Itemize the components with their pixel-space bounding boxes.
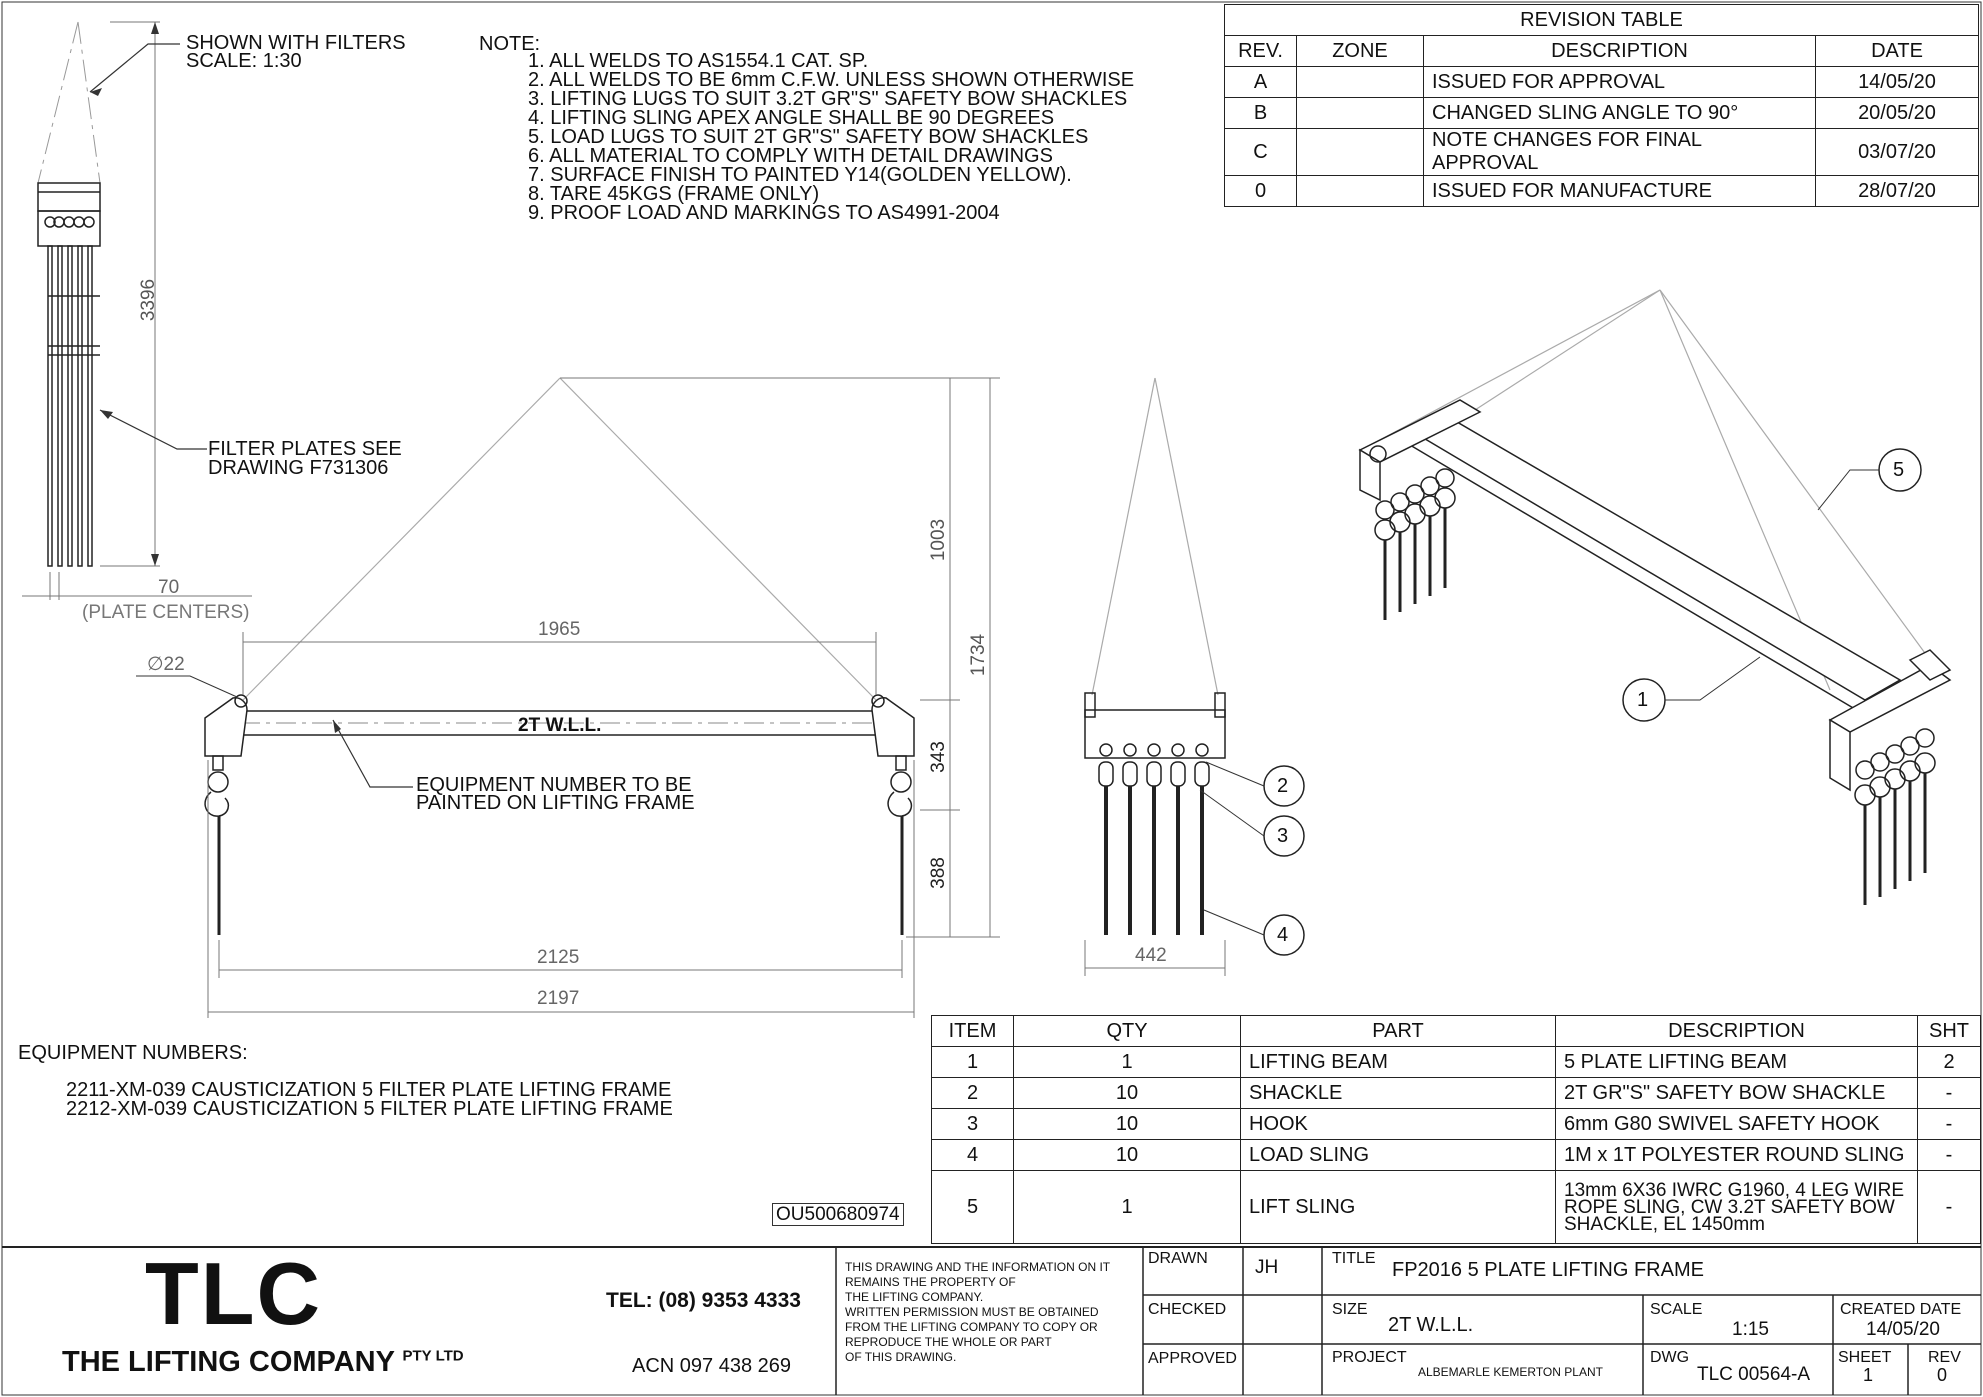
reference-number-box: OU500680974: [772, 1203, 904, 1226]
table-row: [1225, 67, 1979, 98]
table-row: [1225, 98, 1979, 129]
date-cell: 03/07/20: [1816, 129, 1979, 176]
notes-heading: NOTE:: [479, 33, 541, 55]
col-header: DESCRIPTION: [1556, 1016, 1918, 1047]
bom-header: [932, 1016, 1981, 1047]
equipment-list: [66, 1081, 673, 1119]
qty-cell: 1: [1014, 1171, 1241, 1244]
sheet-label: SHEET: [1838, 1349, 1892, 1366]
disclaimer-line: REPRODUCE THE WHOLE OR PART: [845, 1335, 1052, 1349]
dim-388: 388: [928, 857, 949, 889]
balloon-4: 4: [1277, 924, 1289, 946]
approved-label: APPROVED: [1148, 1350, 1237, 1367]
balloon-3: 3: [1277, 825, 1289, 847]
project-label: PROJECT: [1332, 1349, 1407, 1366]
part-cell: SHACKLE: [1241, 1078, 1556, 1109]
sht-cell: 2: [1918, 1047, 1981, 1078]
equipment-line: 2211-XM-039 CAUSTICIZATION 5 FILTER PLATE LIFTING FRAME: [66, 1079, 672, 1101]
drawing-title: FP2016 5 PLATE LIFTING FRAME: [1392, 1259, 1704, 1281]
dim-1734: 1734: [968, 633, 989, 677]
col-header: DESCRIPTION: [1424, 36, 1816, 67]
table-row: [932, 1047, 1981, 1078]
note-item: 9. PROOF LOAD AND MARKINGS TO AS4991-2004: [528, 202, 1000, 224]
col-header: DATE: [1816, 36, 1979, 67]
dim-3396: 3396: [138, 278, 159, 322]
date-cell: 14/05/20: [1816, 67, 1979, 98]
callout-line2: PAINTED ON LIFTING FRAME: [416, 792, 695, 814]
filters-callout-line2: SCALE: 1:30: [186, 50, 302, 72]
dim-2125: 2125: [537, 947, 580, 968]
dim-343: 343: [928, 741, 949, 773]
zone-cell: [1297, 129, 1424, 176]
disclaimer-line: FROM THE LIFTING COMPANY TO COPY OR: [845, 1320, 1098, 1334]
table-row: [932, 1140, 1981, 1171]
disclaimer-line: WRITTEN PERMISSION MUST BE OBTAINED: [845, 1305, 1099, 1319]
dim-hole-dia: ∅22: [147, 654, 185, 675]
part-cell: LIFT SLING: [1241, 1171, 1556, 1244]
col-header: REV.: [1225, 36, 1297, 67]
note-item: 1. ALL WELDS TO AS1554.1 CAT. SP.: [528, 50, 869, 72]
sht-cell: -: [1918, 1078, 1981, 1109]
note-item: 3. LIFTING LUGS TO SUIT 3.2T GR"S" SAFETY BOW SHACKLES: [528, 88, 1128, 110]
sht-cell: -: [1918, 1140, 1981, 1171]
scale-label: SCALE: [1650, 1301, 1703, 1318]
qty-cell: 10: [1014, 1078, 1241, 1109]
item-cell: 1: [932, 1047, 1014, 1078]
balloon-2: 2: [1277, 775, 1289, 797]
checked-label: CHECKED: [1148, 1301, 1227, 1318]
equipment-heading: EQUIPMENT NUMBERS:: [18, 1042, 248, 1064]
left-view-geometry: [22, 22, 252, 600]
notes-list: [528, 52, 1134, 223]
table-row: [1225, 129, 1979, 176]
filters-callout: [186, 34, 406, 70]
size-label: SIZE: [1332, 1301, 1368, 1318]
zone-cell: [1297, 98, 1424, 129]
table-row: [932, 1109, 1981, 1140]
rev-cell: B: [1225, 98, 1297, 129]
rev-cell: C: [1225, 129, 1297, 176]
callout-line1: EQUIPMENT NUMBER TO BE: [416, 774, 692, 796]
note-item: 6. ALL MATERIAL TO COMPLY WITH DETAIL DRAWINGS: [528, 145, 1053, 167]
revision-table: [1224, 4, 1979, 207]
desc-cell: 6mm G80 SWIVEL SAFETY HOOK: [1556, 1109, 1918, 1140]
created-date-value: 14/05/20: [1866, 1319, 1940, 1340]
dim-70-note: (PLATE CENTERS): [82, 602, 250, 623]
drawn-label: DRAWN: [1148, 1250, 1208, 1267]
item-cell: 3: [932, 1109, 1014, 1140]
copyright-disclaimer: [845, 1260, 1110, 1365]
sht-cell: -: [1918, 1171, 1981, 1244]
col-header: ZONE: [1297, 36, 1424, 67]
plates-callout-line1: FILTER PLATES SEE: [208, 438, 402, 460]
qty-cell: 10: [1014, 1109, 1241, 1140]
date-cell: 20/05/20: [1816, 98, 1979, 129]
dim-70: 70: [158, 577, 180, 598]
item-cell: 4: [932, 1140, 1014, 1171]
balloon-1: 1: [1637, 689, 1649, 711]
title-label: TITLE: [1332, 1250, 1376, 1267]
wll-label: 2T W.L.L.: [518, 715, 602, 736]
size-value: 2T W.L.L.: [1388, 1314, 1474, 1336]
company-name-text: THE LIFTING COMPANY: [62, 1346, 395, 1378]
disclaimer-line: OF THIS DRAWING.: [845, 1350, 957, 1364]
desc-cell: ISSUED FOR MANUFACTURE: [1424, 176, 1816, 207]
zone-cell: [1297, 67, 1424, 98]
company-suffix: PTY LTD: [402, 1347, 464, 1365]
dim-442: 442: [1135, 945, 1167, 966]
dwg-number: TLC 00564-A: [1697, 1364, 1811, 1385]
part-cell: HOOK: [1241, 1109, 1556, 1140]
plates-callout: [208, 440, 402, 478]
dim-1003: 1003: [928, 518, 949, 562]
desc-cell: 1M x 1T POLYESTER ROUND SLING: [1556, 1140, 1918, 1171]
dwg-label: DWG: [1650, 1349, 1690, 1366]
project-value: ALBEMARLE KEMERTON PLANT: [1418, 1365, 1603, 1379]
bill-of-materials: [931, 1015, 1981, 1244]
drawn-value: JH: [1255, 1257, 1279, 1278]
company-phone: TEL: (08) 9353 4333: [606, 1289, 801, 1312]
table-row: [1225, 176, 1979, 207]
col-header: PART: [1241, 1016, 1556, 1047]
revision-table-header: [1225, 36, 1979, 67]
equipment-line: 2212-XM-039 CAUSTICIZATION 5 FILTER PLATE LIFTING FRAME: [66, 1098, 673, 1120]
item-cell: 2: [932, 1078, 1014, 1109]
table-row: [932, 1171, 1981, 1244]
rev-value: 0: [1937, 1365, 1948, 1385]
disclaimer-line: THE LIFTING COMPANY.: [845, 1290, 984, 1304]
company-acn: ACN 097 438 269: [632, 1355, 792, 1377]
rev-cell: A: [1225, 67, 1297, 98]
note-item: 2. ALL WELDS TO BE 6mm C.F.W. UNLESS SHOWN OTHERWISE: [528, 69, 1135, 91]
disclaimer-line: REMAINS THE PROPERTY OF: [845, 1275, 1016, 1289]
company-name: [62, 1348, 464, 1377]
qty-cell: 1: [1014, 1047, 1241, 1078]
plates-callout-line2: DRAWING F731306: [208, 457, 389, 479]
sheet-value: 1: [1863, 1365, 1874, 1385]
rev-label: REV: [1928, 1349, 1961, 1366]
filters-callout-line1: SHOWN WITH FILTERS: [186, 32, 406, 54]
table-row: [932, 1078, 1981, 1109]
desc-cell: 2T GR"S" SAFETY BOW SHACKLE: [1556, 1078, 1918, 1109]
desc-cell: NOTE CHANGES FOR FINAL APPROVAL: [1424, 129, 1816, 176]
note-item: 5. LOAD LUGS TO SUIT 2T GR"S" SAFETY BOW SHACKLES: [528, 126, 1089, 148]
desc-cell: ISSUED FOR APPROVAL: [1424, 67, 1816, 98]
zone-cell: [1297, 176, 1424, 207]
col-header: QTY: [1014, 1016, 1241, 1047]
dim-1965: 1965: [538, 619, 581, 640]
desc-cell: 5 PLATE LIFTING BEAM: [1556, 1047, 1918, 1078]
dim-2197: 2197: [537, 988, 580, 1009]
date-cell: 28/07/20: [1816, 176, 1979, 207]
equipment-number-callout: [416, 776, 695, 812]
col-header: SHT: [1918, 1016, 1981, 1047]
sht-cell: -: [1918, 1109, 1981, 1140]
col-header: ITEM: [932, 1016, 1014, 1047]
qty-cell: 10: [1014, 1140, 1241, 1171]
disclaimer-line: THIS DRAWING AND THE INFORMATION ON IT: [845, 1260, 1111, 1274]
iso-view-geometry: [1360, 290, 1950, 905]
note-item: 4. LIFTING SLING APEX ANGLE SHALL BE 90 DEGREES: [528, 107, 1055, 129]
desc-cell: CHANGED SLING ANGLE TO 90°: [1424, 98, 1816, 129]
company-logo: TLC: [145, 1244, 323, 1343]
side-view-geometry: [1085, 378, 1304, 976]
scale-value: 1:15: [1732, 1319, 1769, 1340]
note-item: 8. TARE 45KGS (FRAME ONLY): [528, 183, 820, 205]
rev-cell: 0: [1225, 176, 1297, 207]
note-item: 7. SURFACE FINISH TO PAINTED Y14(GOLDEN YELLOW).: [528, 164, 1072, 186]
balloon-5: 5: [1893, 459, 1905, 481]
desc-cell: 13mm 6X36 IWRC G1960, 4 LEG WIRE ROPE SLING, CW 3.2T SAFETY BOW SHACKLE, EL 1450mm: [1556, 1171, 1918, 1244]
part-cell: LIFTING BEAM: [1241, 1047, 1556, 1078]
part-cell: LOAD SLING: [1241, 1140, 1556, 1171]
item-cell: 5: [932, 1171, 1014, 1244]
revision-table-title: REVISION TABLE: [1225, 5, 1979, 36]
created-date-label: CREATED DATE: [1840, 1301, 1962, 1318]
